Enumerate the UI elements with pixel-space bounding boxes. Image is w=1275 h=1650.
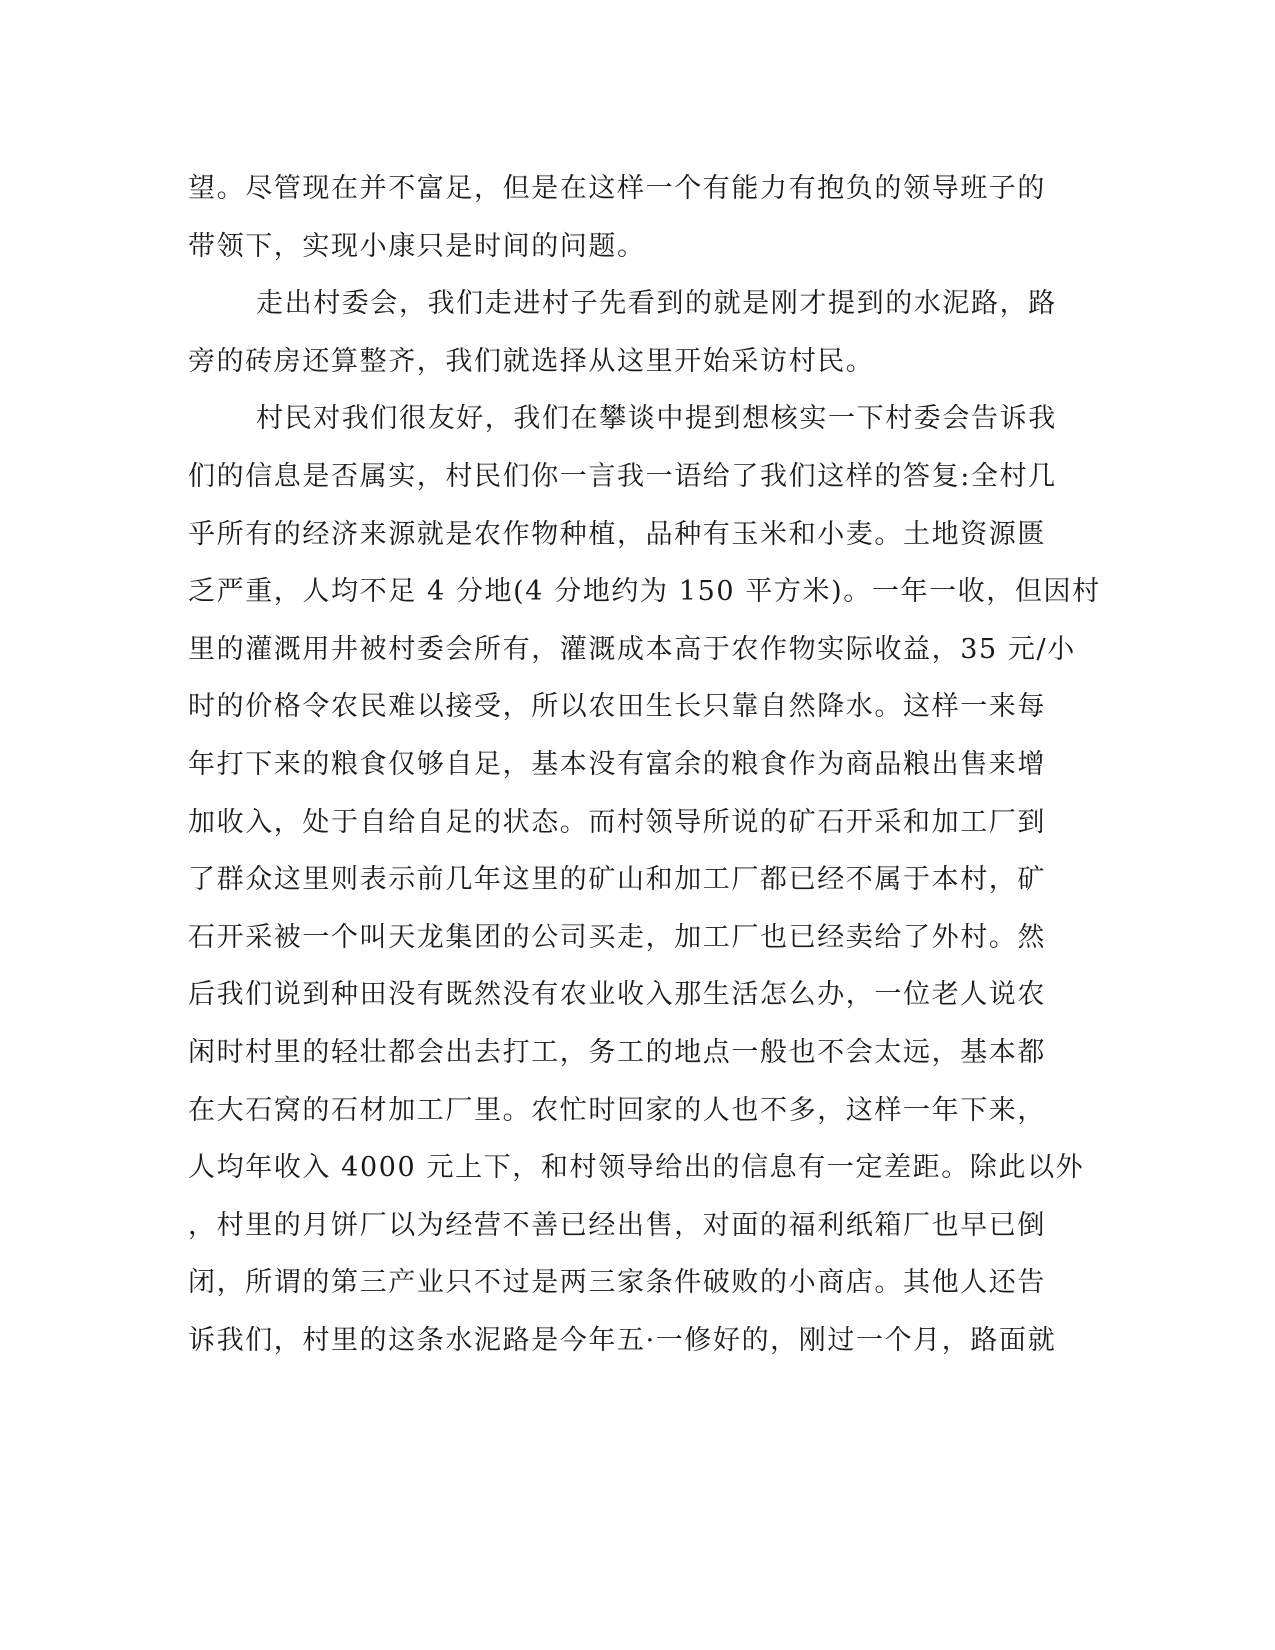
text-line: 乏严重，人均不足 4 分地(4 分地约为 150 平方米)。一年一收，但因村	[188, 576, 1101, 608]
text-line: 时的价格令农民难以接受，所以农田生长只靠自然降水。这样一来每	[188, 691, 1046, 723]
text-line: 石开采被一个叫天龙集团的公司买走，加工厂也已经卖给了外村。然	[188, 921, 1046, 953]
text-line: 乎所有的经济来源就是农作物种植，品种有玉米和小麦。土地资源匮	[188, 518, 1046, 550]
text-line: 里的灌溉用井被村委会所有，灌溉成本高于农作物实际收益，35 元/小	[188, 633, 1076, 665]
text-line: 人均年收入 4000 元上下，和村领导给出的信息有一定差距。除此以外	[188, 1152, 1085, 1184]
text-line: 旁的砖房还算整齐，我们就选择从这里开始采访村民。	[188, 345, 875, 377]
text-line: 加收入，处于自给自足的状态。而村领导所说的矿石开采和加工厂到	[188, 806, 1046, 838]
text-line: 走出村委会，我们走进村子先看到的就是刚才提到的水泥路，路	[256, 288, 1057, 320]
text-line: 年打下来的粮食仅够自足，基本没有富余的粮食作为商品粮出售来增	[188, 748, 1046, 780]
text-line: 闲时村里的轻壮都会出去打工，务工的地点一般也不会太远，基本都	[188, 1036, 1046, 1068]
text-line: 了群众这里则表示前几年这里的矿山和加工厂都已经不属于本村，矿	[188, 864, 1046, 896]
text-line: 们的信息是否属实，村民们你一言我一语给了我们这样的答复:全村几	[188, 460, 1057, 492]
text-line: ，村里的月饼厂以为经营不善已经出售，对面的福利纸箱厂也早已倒	[188, 1209, 1046, 1241]
text-line: 村民对我们很友好，我们在攀谈中提到想核实一下村委会告诉我	[256, 403, 1057, 435]
text-line: 在大石窝的石材加工厂里。农忙时回家的人也不多，这样一年下来，	[188, 1094, 1046, 1126]
text-line: 望。尽管现在并不富足，但是在这样一个有能力有抱负的领导班子的	[188, 173, 1046, 204]
text-line: 带领下，实现小康只是时间的问题。	[188, 230, 646, 262]
body-text	[188, 160, 1101, 1369]
text-line: 闭，所谓的第三产业只不过是两三家条件破败的小商店。其他人还告	[188, 1267, 1046, 1299]
text-line: 诉我们，村里的这条水泥路是今年五·一修好的，刚过一个月，路面就	[188, 1324, 1057, 1356]
text-line: 后我们说到种田没有既然没有农业收入那生活怎么办，一位老人说农	[188, 979, 1046, 1011]
